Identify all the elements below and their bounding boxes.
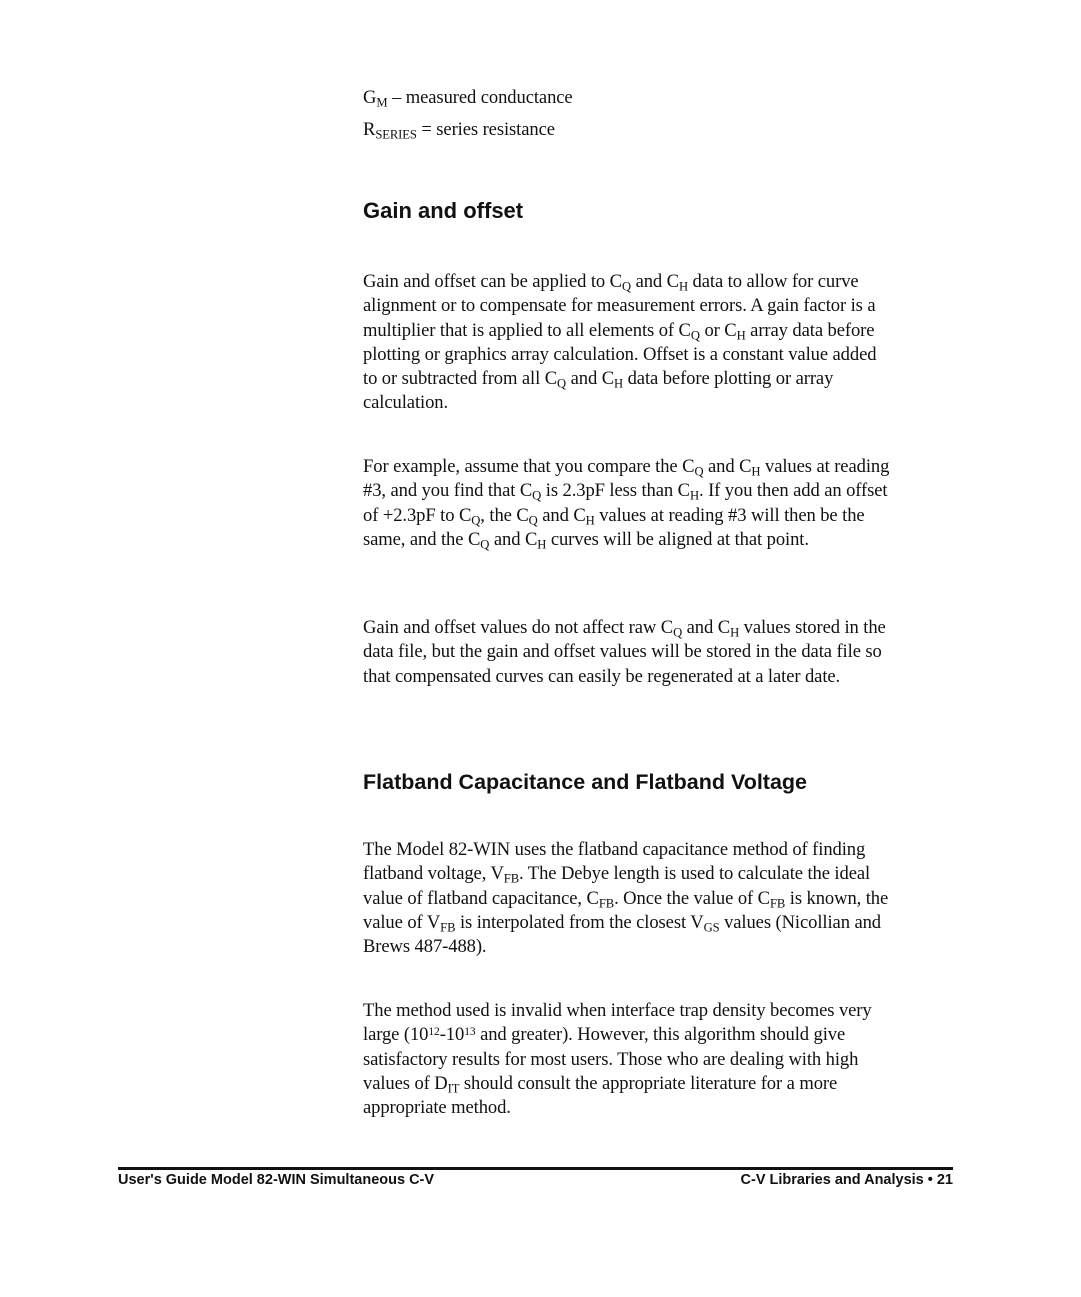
text-run: and greater). However, this algorithm should give satisfactory results for most users. Those who are dealing with high values of D — [363, 1024, 859, 1094]
text-run: is 2.3pF less than C — [541, 480, 690, 502]
text-run: GS — [703, 920, 720, 935]
definition-gm: $G_M$ – measured conductance — [363, 87, 573, 110]
text-run: H — [678, 279, 688, 294]
paragraph-flatband-1 — [363, 838, 893, 959]
text-run: Q — [557, 376, 567, 391]
text-run: and C — [703, 456, 752, 477]
definition-list — [363, 86, 893, 143]
text-run: should consult the appropriate literature for a more appropriate method. — [363, 1072, 838, 1119]
text-run: FB — [598, 896, 615, 911]
text-run: Gain and offset can be applied to C — [363, 271, 622, 292]
text-run: Q — [673, 625, 683, 640]
heading-gain-and-offset: Gain and offset — [363, 198, 524, 223]
text-run: or C — [699, 319, 737, 341]
text-run: and C — [631, 271, 679, 292]
paragraph-gain-1 — [363, 270, 893, 416]
text-run: data to allow for curve alignment or to compensate for measurement errors. A gain factor is a multiplier that is applied to all elements of C — [363, 271, 876, 341]
footer-rule — [118, 1167, 953, 1170]
text-run: H — [730, 625, 740, 640]
text-run: . Once the value of C — [614, 887, 770, 909]
footer-left: User's Guide Model 82-WIN Simultaneous C-V — [118, 1172, 435, 1188]
paragraph-gain-2 — [363, 455, 893, 552]
text-run: For example, assume that you compare the C — [363, 456, 695, 477]
definition-rseries: $R_{SERIES}$ = series resistance — [363, 119, 555, 142]
text-run: . If you then add an offset of +2.3pF to C — [363, 480, 888, 526]
text-run: is interpolated from the closest V — [455, 911, 704, 933]
text-run: Q — [528, 513, 538, 528]
text-run: and C — [537, 504, 586, 526]
text-run: Q — [471, 513, 481, 528]
text-run: H — [736, 328, 746, 343]
paragraph-gain-3 — [363, 616, 893, 689]
text-run: FB — [503, 871, 520, 886]
heading-flatband: Flatband Capacitance and Flatband Voltage — [363, 770, 808, 794]
text-run: The method used is invalid when interface trap density becomes very large (10 — [363, 1000, 872, 1046]
text-run: Gain and offset values do not affect raw C — [363, 617, 674, 638]
text-run: -10 — [439, 1024, 465, 1046]
text-run: Q — [690, 328, 700, 343]
text-run: values at reading #3, and you find that C — [363, 456, 890, 502]
text-run: and C — [489, 528, 538, 550]
text-run: H — [614, 376, 624, 391]
text-run: FB — [769, 896, 786, 911]
text-run: Q — [480, 537, 490, 552]
text-run: values stored in the data file, but the gain and offset values will be stored in the data file so that compensated curves can easily be regenerated at a later date. — [363, 617, 886, 687]
text-run: values (Nicollian and Brews 487-488). — [363, 911, 881, 958]
text-run: H — [751, 464, 761, 479]
text-run: IT — [447, 1081, 460, 1096]
text-run: H — [689, 488, 699, 503]
text-run: data before plotting or array calculation. — [363, 368, 834, 414]
footer-right: C-V Libraries and Analysis • 21 — [740, 1172, 953, 1188]
text-run: curves will be aligned at that point. — [546, 528, 809, 550]
text-run: values at reading #3 will then be the same, and the C — [363, 504, 865, 550]
text-run: H — [585, 513, 595, 528]
text-run: The Model 82-WIN uses the flatband capacitance method of finding flatband voltage, V — [363, 839, 866, 885]
text-run: Q — [694, 464, 704, 479]
text-run: FB — [440, 920, 456, 935]
text-run: and C — [682, 617, 731, 638]
text-run: H — [537, 537, 547, 552]
text-run: 13 — [464, 1026, 476, 1039]
text-run: , the C — [480, 504, 529, 526]
text-run: Q — [532, 488, 542, 503]
paragraph-flatband-2 — [363, 999, 893, 1120]
text-run: is known, the value of V — [363, 887, 889, 933]
text-run: and C — [566, 368, 615, 390]
text-run: 12 — [428, 1026, 440, 1039]
text-run: . The Debye length is used to calculate the ideal value of flatband capacitance, C — [363, 863, 871, 909]
text-run: array data before plotting or graphics array calculation. Offset is a constant value added to or subtracted from all C — [363, 319, 877, 390]
text-run: Q — [621, 279, 632, 294]
